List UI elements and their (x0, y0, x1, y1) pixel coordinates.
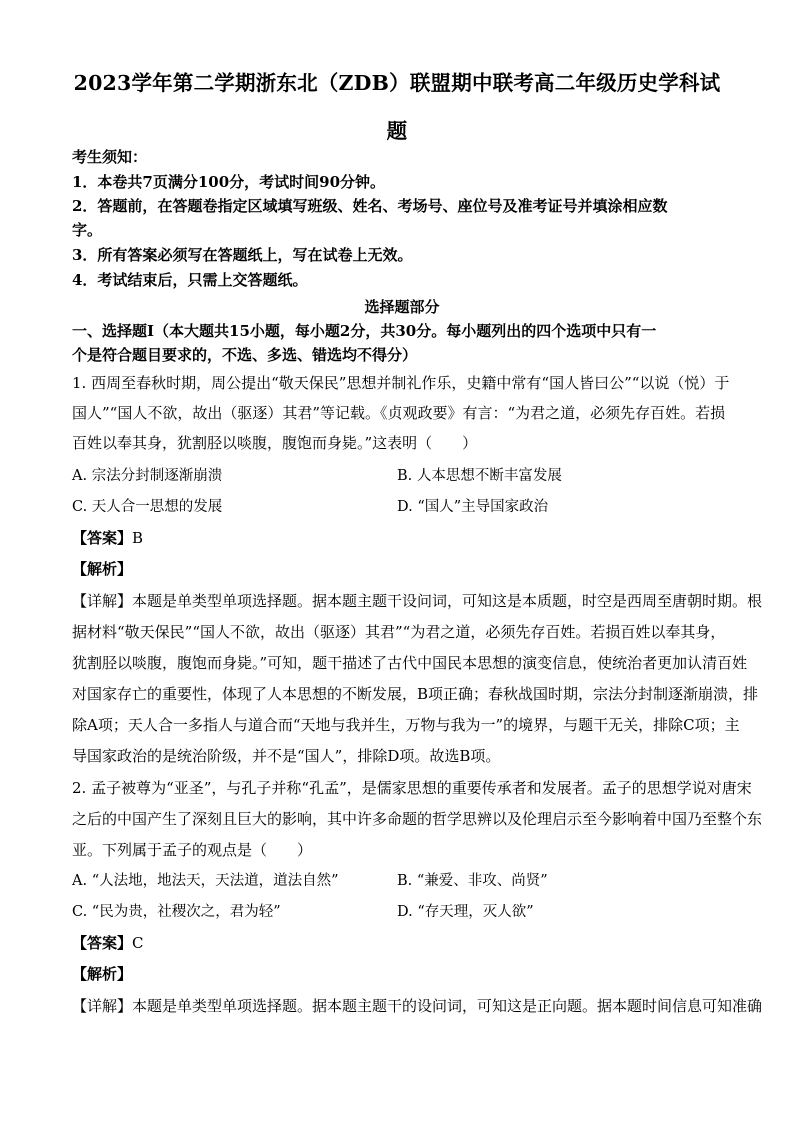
notice-item-2-cont: 字。 (72, 221, 103, 239)
notice-item-1: 1．本卷共7页满分100分，考试时间90分钟。 (72, 173, 386, 191)
q1-analysis-tag: 【解析】 (72, 560, 133, 578)
q2-stem-line2: 之后的中国产生了深刻且巨大的影响，其中许多命题的哲学思辨以及伦理启示至今影响着中国乃至整个东 (72, 810, 763, 828)
q2-option-d: D. “存天理，灭人欲” (397, 904, 534, 920)
q1-option-c: C. 天人合一思想的发展 (72, 499, 223, 515)
q1-detail-line6: 导国家政治的是统治阶级，并不是“国人”，排除D项。故选B项。 (72, 747, 501, 765)
q1-detail-line1: 【详解】本题是单类型单项选择题。据本题主题干设问词，可知这是本质题，时空是西周至唐朝时期。根 (72, 592, 763, 610)
q1-option-a: A. 宗法分封制逐渐崩溃 (72, 468, 223, 484)
q1-answer-tag: 【答案】 (72, 529, 133, 547)
q2-option-b: B. “兼爱、非攻、尚贤” (397, 873, 548, 889)
exam-title-line2: 题 (386, 119, 408, 143)
section-instruction-1: 一、选择题Ⅰ（本大题共15小题，每小题2分，共30分。每小题列出的四个选项中只有一 (72, 322, 657, 340)
exam-title-line1: 2023学年第二学期浙东北（ZDB）联盟期中联考高二年级历史学科试 (73, 71, 721, 95)
q2-stem-line3: 亚。下列属于孟子的观点是（ ） (72, 841, 313, 859)
q1-stem-line2: 国人”“国人不欲，故出（驱逐）其君”等记载。《贞观政要》有言：“为君之道，必须先存百姓。若损 (72, 404, 726, 422)
q2-answer-value: C (132, 934, 144, 952)
q2-option-a: A. “人法地，地法天，天法道，道法自然” (72, 873, 339, 889)
q1-detail-line5: 除A项；天人合一多指人与道合而“天地与我并生，万物与我为一”的境界，与题干无关，排除C项；主 (72, 716, 740, 734)
q1-detail-line4: 对国家存亡的重要性，体现了人本思想的不断发展，B项正确；春秋战国时期，宗法分封制逐渐崩溃，排 (72, 685, 759, 703)
notice-item-2: 2．答题前，在答题卷指定区域填写班级、姓名、考场号、座位号及准考证号并填涂相应数 (72, 197, 668, 215)
q1-option-b: B. 人本思想不断丰富发展 (397, 468, 562, 484)
q1-stem-line3: 百姓以奉其身，犹割胫以啖腹，腹饱而身毙。”这表明（ ） (72, 434, 478, 452)
notice-item-4: 4．考试结束后，只需上交答题纸。 (72, 271, 308, 289)
notice-heading: 考生须知： (72, 148, 148, 166)
q1-answer-value: B (132, 529, 144, 547)
q1-detail-line3: 犹割胫以啖腹，腹饱而身毙。”可知，题干描述了古代中国民本思想的演变信息，使统治者更加认清百姓 (72, 654, 748, 672)
q2-detail-line1: 【详解】本题是单类型单项选择题。据本题主题干的设问词，可知这是正向题。据本题时间信息可知准确 (72, 997, 763, 1015)
q2-option-c: C. “民为贵，社稷次之，君为轻” (72, 904, 281, 920)
section-instruction-2: 个是符合题目要求的，不选、多选、错选均不得分） (72, 346, 418, 364)
q2-answer-tag: 【答案】 (72, 934, 133, 952)
section-title: 选择题部分 (364, 298, 440, 316)
q2-answer (72, 933, 732, 953)
q2-analysis-tag: 【解析】 (72, 965, 133, 983)
q1-answer (72, 528, 732, 548)
q1-detail-line2: 据材料“敬天保民”“国人不欲，故出（驱逐）其君”“为君之道，必须先存百姓。若损百姓以奉其身， (72, 623, 726, 641)
q1-stem-line1: 1. 西周至春秋时期，周公提出“敬天保民”思想并制礼作乐，史籍中常有“国人皆曰公”“以说（悦）于 (72, 374, 730, 392)
q1-option-d: D. “国人”主导国家政治 (397, 499, 549, 515)
notice-item-3: 3．所有答案必须写在答题纸上，写在试卷上无效。 (72, 246, 413, 264)
q2-stem-line1: 2. 孟子被尊为“亚圣”，与孔子并称“孔孟”，是儒家思想的重要传承者和发展者。孟子的思想学说对唐宋 (72, 779, 752, 797)
